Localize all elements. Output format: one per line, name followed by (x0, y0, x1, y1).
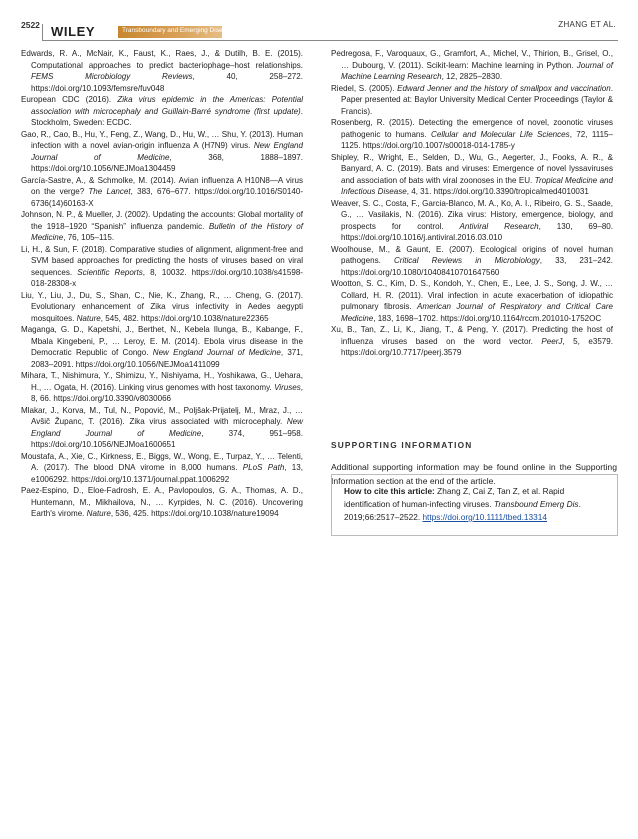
reference-authors: Moustafa, A., Xie, C., Kirkness, E., Biggs, W., Wong, E., Turpaz, Y., … Telenti, A. (2017). (21, 451, 303, 472)
reference-journal: American Journal of Respiratory and Critical Care Medicine (341, 302, 613, 323)
reference-title: Zika virus associated with microcephaly. (124, 417, 287, 426)
cite-text: Zhang Z, Cai Z, Tan Z, et al. Rapid identification of human-infecting viruses. (344, 486, 565, 509)
reference-details: , 40, 258–272. https://doi.org/10.1093/femsre/fuv048 (31, 72, 303, 93)
reference-entry (21, 244, 303, 290)
reference-title: Predicting the host of influenza viruses based on the word vector. (341, 325, 613, 346)
reference-details: , 536, 425. https://doi.org/10.1038/nature19094 (110, 509, 279, 518)
reference-title: Computational approaches to predict bacteriophage–host relationships. (31, 60, 303, 70)
reference-authors: García-Sastre, A., & Schmolke, M. (2014). (21, 175, 176, 185)
reference-entry (331, 198, 613, 244)
reference-entry (21, 290, 303, 325)
reference-entry (331, 244, 613, 279)
reference-details: , 371, 2083–2091. https://doi.org/10.1056/NEJMoa1411099 (31, 348, 303, 369)
reference-authors: Maganga, G. D., Kapetshi, J., Berthet, N., Kebela Ilunga, B., Kabange, F., Mbala Kingebeni, P., … Leroy, E. M. (2014). (21, 325, 303, 346)
reference-entry (331, 48, 613, 83)
reference-journal: FEMS Microbiology Reviews (31, 72, 193, 81)
reference-journal: New England Journal of Medicine (152, 348, 281, 357)
reference-details: , 545, 482. https://doi.org/10.1038/nature22365 (100, 313, 269, 323)
reference-authors: European CDC (2016). (21, 95, 118, 104)
cite-details: . 2019;66:2517–2522. (344, 499, 581, 522)
reference-title: The blood DNA virome in 8,000 humans. (69, 463, 243, 472)
reference-entry (331, 117, 613, 152)
reference-journal: New England Journal of Medicine (31, 417, 303, 438)
reference-authors: Johnson, N. P., & Mueller, J. (2002). (21, 210, 151, 219)
reference-entry (21, 94, 303, 129)
reference-entry (331, 324, 613, 359)
reference-entry (21, 451, 303, 486)
reference-authors: Riedel, S. (2005). (331, 83, 398, 93)
reference-details: , 72, 1115–1125. https://doi.org/10.1007/s00018-014-1785-y (341, 129, 614, 150)
page-number: 2522 (21, 20, 40, 30)
references-left-column (21, 48, 303, 520)
reference-title: Viral infection in acute exacerbation of idiopathic pulmonary fibrosis. (341, 290, 613, 311)
reference-title: Human infection with a novel avian-origin influenza A (H7N9) virus. (31, 129, 303, 150)
reference-journal: PLoS Path (242, 463, 285, 472)
header-rule (42, 40, 618, 41)
cite-doi-link[interactable]: https://doi.org/10.1111/tbed.13314 (422, 512, 547, 522)
reference-details: , 8, 10032. https://doi.org/10.1038/s41598-018-28308-x (31, 267, 303, 288)
supporting-info-heading: SUPPORTING INFORMATION (331, 440, 473, 450)
reference-journal: Bulletin of the History of Medicine (31, 221, 304, 242)
page-header (0, 0, 638, 46)
reference-journal: Antiviral Research (459, 221, 539, 231)
reference-entry (331, 152, 613, 198)
reference-journal: Edward Jenner and the history of smallpox and vaccination (397, 83, 611, 93)
reference-authors: Edwards, R. A., McNair, K., Faust, K., Raes, J., & Dutilh, B. E. (2015). (21, 49, 303, 58)
reference-journal: PeerJ (541, 336, 563, 346)
cite-box (331, 474, 618, 536)
reference-entry (21, 324, 303, 370)
header-rule-cap (42, 24, 43, 41)
reference-journal: Scientific Reports (77, 267, 143, 277)
reference-details: . Paper presented at: Baylor University Medical Center Proceedings (Taylor & Francis). (341, 83, 613, 116)
reference-details: , 33, 231–242. https://doi.org/10.1080/10408410701647560 (341, 256, 613, 277)
reference-details: , 76, 105–115. (63, 233, 115, 242)
reference-authors: Weaver, S. C., Costa, F., Garcia-Blanco, M. A., Ko, A. I., Ribeiro, G. S., Saade, G., … Vasilakis, N. (2016). (331, 198, 613, 219)
reference-title: Bats and viruses: Emergence of novel lyssaviruses and association of bats with viral zoonoses in the EU. (341, 164, 613, 185)
reference-title: Ecological origins of novel human pathogens. (341, 244, 613, 265)
reference-details: , 13, e1006292. https://doi.org/10.1371/journal.ppat.1006292 (31, 463, 303, 484)
journal-band-text: Transboundary and Emerging Diseases (122, 27, 237, 34)
reference-authors: Pedregosa, F., Varoquaux, G., Gramfort, A., Michel, V., Thirion, B., Grisel, O., … Dubourg, V. (2011). (331, 49, 613, 70)
reference-authors: Paez-Espino, D., Eloe-Fadrosh, E. A., Pavlopoulos, G. A., Thomas, A. D., Huntemann, M., Mikhailova, N., … Kyrpides, N. C. (2016). (21, 486, 303, 507)
reference-entry (21, 405, 303, 451)
reference-title: Scikit-learn: Machine learning in Python. (423, 60, 577, 70)
running-head: ZHANG ET AL. (558, 20, 616, 29)
reference-details: , 12, 2825–2830. (441, 72, 503, 81)
reference-details: , 4, 31. https://doi.org/10.3390/tropicalmed4010031 (406, 187, 589, 196)
reference-title: Evolutionary enhancement of Zika virus infectivity in Aedes aegypti mosquitoes. (31, 302, 303, 323)
reference-details: , 183, 1698–1702. https://doi.org/10.1164/rccm.201010-1752OC (373, 313, 602, 323)
reference-journal: Nature (86, 509, 111, 518)
journal-band (118, 26, 237, 38)
reference-entry (21, 485, 303, 520)
cite-label: How to cite this article: (344, 486, 435, 496)
reference-authors: Liu, Y., Liu, J., Du, S., Shan, C., Nie, K., Zhang, R., … Cheng, G. (2017). (21, 290, 303, 300)
reference-details: , 374, 951–958. https://doi.org/10.1056/NEJMoa1600651 (31, 428, 304, 449)
reference-journal: Journal of Machine Learning Research (341, 60, 614, 81)
reference-title: Ebola virus disease in the Democratic Republic of Congo. (31, 336, 304, 357)
reference-details: , 130, 69–80. https://doi.org/10.1016/j.antiviral.2016.03.010 (341, 221, 614, 242)
reference-entry (21, 209, 303, 244)
reference-journal: Cellular and Molecular Life Sciences (431, 129, 570, 139)
references-right-column (331, 48, 613, 359)
reference-entry (21, 129, 303, 175)
reference-details: . Stockholm, Sweden: ECDC. (31, 106, 303, 127)
reference-journal: Tropical Medicine and Infectious Disease (341, 175, 614, 196)
reference-title: Zika virus: History, emergence, biology, and prospects for control. (341, 210, 613, 231)
reference-title: Updating the accounts: Global mortality of the 1918–1920 “Spanish” influenza pandemic. (31, 210, 303, 231)
reference-entry (21, 370, 303, 405)
reference-entry (331, 278, 613, 324)
cite-journal: Transbound Emerg Dis (493, 499, 579, 509)
reference-journal: Critical Reviews in Microbiology (393, 256, 540, 265)
reference-authors: Woolhouse, M., & Gaunt, E. (2007). (331, 244, 475, 254)
reference-journal: Nature (76, 313, 101, 323)
reference-authors: Rosenberg, R. (2015). (331, 118, 415, 127)
reference-details: , 383, 676–677. https://doi.org/10.1016/S0140-6736(14)60163-X (31, 187, 304, 208)
reference-authors: Mihara, T., Nishimura, Y., Shimizu, Y., Nishiyama, H., Yoshikawa, G., Uehara, H., … Ogata, H. (2016). (21, 371, 303, 392)
reference-authors: Wootton, S. C., Kim, D. S., Kondoh, Y., Chen, E., Lee, J. S., Song, J. W., … Collard, H. R. (2011). (331, 279, 613, 300)
reference-journal: Zika virus epidemic in the Americas: Potential association with microcephaly and Guillain-Barré syndrome (first update) (31, 95, 303, 116)
reference-details: , 5, e3579. https://doi.org/10.7717/peerj.3579 (341, 336, 613, 357)
reference-title: Avian influenza A H10N8—A virus on the verge? (31, 175, 303, 196)
reference-title: Comparative studies of alignment, alignment-free and SVM based approaches for predicting the hosts of viruses based on viral sequences. (31, 244, 303, 277)
reference-journal: New England Journal of Medicine (31, 141, 303, 162)
reference-entry (21, 175, 303, 210)
reference-entry (331, 83, 613, 118)
reference-authors: Xu, B., Tan, Z., Li, K., Jiang, T., & Peng, Y. (2017). (331, 325, 529, 334)
reference-authors: Li, H., & Sun, F. (2018). (21, 244, 107, 254)
publisher-logo: WILEY (51, 24, 96, 39)
reference-authors: Gao, R., Cao, B., Hu, Y., Feng, Z., Wang, D., Hu, W., … Shu, Y. (2013). (21, 129, 275, 139)
supporting-info-body: Additional supporting information may be found online in the Supporting Information section at the end of the article. (331, 462, 617, 486)
reference-authors: Shipley, R., Wright, E., Selden, D., Wu, G., Aegerter, J., Fooks, A. R., & Banyard, A. C. (2019). (331, 152, 613, 173)
reference-entry (21, 48, 303, 94)
reference-title: Uncovering Earth's virome. (31, 497, 303, 518)
reference-authors: Mlakar, J., Korva, M., Tul, N., Popović, M., Poljšak-Prijatelj, M., Mraz, J., … Avšič Županc, T. (2016). (21, 405, 303, 426)
reference-title: Linking virus genomes with host taxonomy. (116, 382, 275, 392)
reference-title: Detecting the emergence of novel, zoonotic viruses pathogenic to humans. (341, 118, 614, 139)
reference-details: , 8, 66. https://doi.org/10.3390/v8030066 (31, 382, 303, 403)
reference-journal: Viruses (274, 382, 301, 392)
reference-details: , 368, 1888–1897. https://doi.org/10.1056/NEJMoa1304459 (31, 152, 303, 173)
reference-journal: The Lancet (88, 187, 131, 196)
